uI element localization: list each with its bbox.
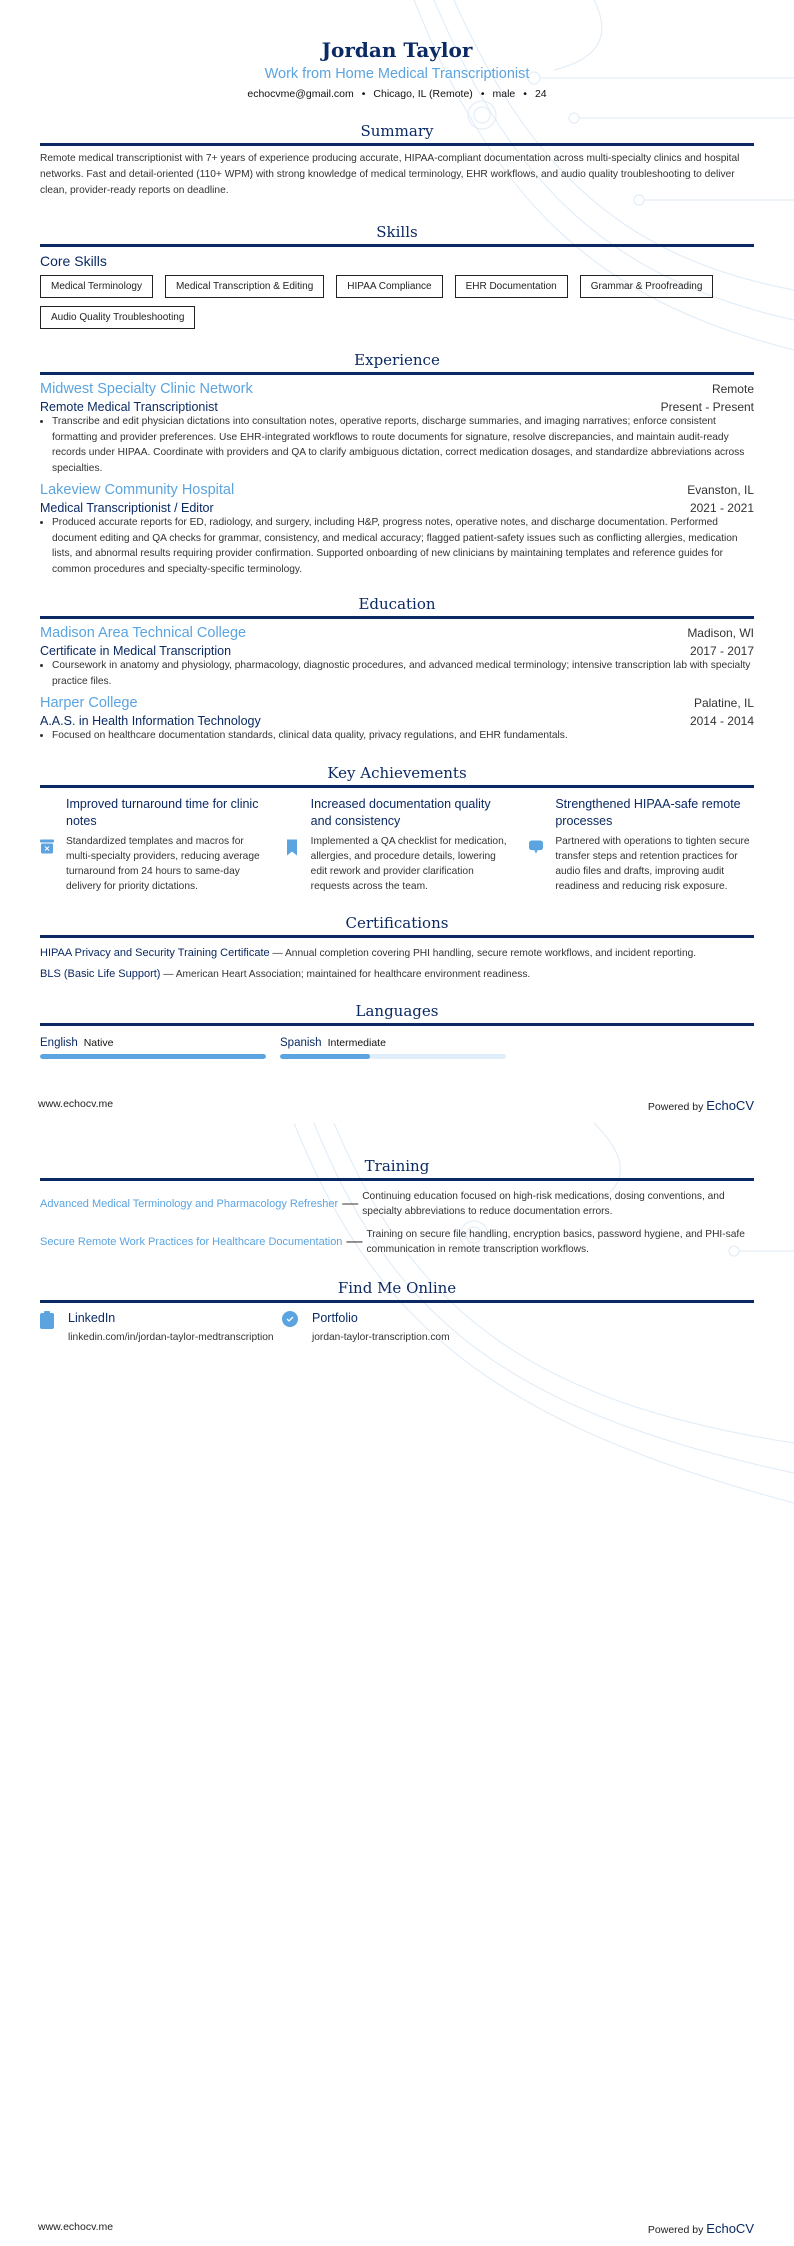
job-role: Remote Medical Transcriptionist (40, 400, 218, 414)
brand-logo: EchoCV (706, 1098, 754, 1113)
school-location: Madison, WI (687, 626, 754, 640)
languages-heading: Languages (40, 1002, 754, 1026)
achievements-list (40, 796, 754, 894)
email[interactable]: echocvme@gmail.com (247, 88, 354, 100)
brand-logo: EchoCV (706, 2221, 754, 2236)
education-bullet: • Coursework in anatomy and physiology, pharmacology, diagnostic procedures, and advanced medical terminology; intensive transcription lab with specialty practice files. (52, 658, 754, 689)
skills-heading: Skills (40, 223, 754, 247)
skill-tag: HIPAA Compliance (336, 275, 442, 298)
age: 24 (534, 88, 547, 100)
check-badge-icon (282, 1311, 298, 1327)
bookmark-icon (285, 801, 299, 894)
skill-tag: EHR Documentation (455, 275, 568, 298)
language-proficiency-fill (40, 1054, 266, 1059)
language-proficiency-fill (280, 1054, 370, 1059)
page-footer (38, 2221, 754, 2236)
job-location: Remote (711, 382, 754, 396)
job-role: Medical Transcriptionist / Editor (40, 501, 214, 515)
achievement-item (529, 796, 754, 894)
experience-heading: Experience (40, 351, 754, 375)
online-heading: Find Me Online (40, 1279, 754, 1303)
powered-by: Powered by EchoCV (647, 2221, 754, 2236)
achievement-desc: Standardized templates and macros for multi-specialty providers, reducing average turnaround from 24 hours to same-day delivery for priority dictations. (66, 835, 260, 892)
certification-item: BLS (Basic Life Support) — American Heart Association; maintained for healthcare environment readiness. (40, 967, 531, 980)
contact-info: echocvme@gmail.com • Chicago, IL (Remote) • male • 24 (247, 88, 547, 100)
achievement-desc: Partnered with operations to tighten secure transfer steps and retention practices for audio files and drafts, improving audit readiness and reducing risk exposure. (555, 835, 750, 892)
education-item (40, 695, 754, 744)
online-link[interactable]: jordan-taylor-transcription.com (312, 1332, 450, 1343)
achievement-desc: Implemented a QA checklist for medication, allergies, and procedure details, lowering edit rework and provider clarification requests across the team. (310, 835, 507, 892)
experience-item (40, 482, 754, 577)
online-list (40, 1311, 754, 1345)
clipboard-icon (40, 1311, 54, 1329)
gender: male (492, 88, 516, 100)
candidate-name: Jordan Taylor (321, 38, 473, 62)
certifications-heading: Certifications (40, 914, 754, 938)
education-dates: 2014 - 2014 (689, 714, 754, 728)
summary-text: Remote medical transcriptionist with 7+ years of experience producing accurate, HIPAA-compliant documentation across multi-specialty clinics and hospital networks. Fast and detail-oriented (110+ WPM) with strong knowledge of medical terminology, EHR workflows, and audio quality troubleshooting to deliver clean, provider-ready reports on deadline. (40, 153, 740, 196)
degree: Certificate in Medical Transcription (40, 644, 232, 658)
certification-name: BLS (Basic Life Support) (40, 967, 161, 980)
skill-tag: Medical Terminology (40, 275, 153, 298)
education-heading: Education (40, 595, 754, 619)
achievements-heading: Key Achievements (40, 764, 754, 788)
education-dates: 2017 - 2017 (689, 644, 754, 658)
achievement-item (40, 796, 265, 894)
school-location: Palatine, IL (693, 696, 754, 710)
school-name: Madison Area Technical College (40, 625, 247, 641)
location: Chicago, IL (Remote) (373, 88, 473, 100)
certification-desc: Annual completion covering PHI handling, secure remote workflows, and incident reporting. (284, 947, 697, 959)
achievement-item (285, 796, 510, 894)
online-label: Portfolio (312, 1311, 358, 1325)
page-footer (38, 1098, 754, 1113)
language-item (40, 1033, 266, 1059)
language-name: Spanish (280, 1036, 322, 1049)
archive-icon (40, 801, 54, 894)
job-bullet: • Produced accurate reports for ED, radiology, and surgery, including H&P, progress notes, operative notes, and discharge documentation. Performed document editing and QA checks for grammar, consistency, and medical accuracy; flagged patient-safety issues such as conflicting allergies, medication lists, and abnormal results requiring provider confirmation. Supported onboarding of new clinicians by maintaining templates and reference guides for common procedures and specialty-specific terminology. (52, 515, 754, 577)
education-item (40, 625, 754, 689)
company-name: Midwest Specialty Clinic Network (40, 381, 253, 397)
online-item-linkedin (40, 1311, 282, 1345)
skills-tags (40, 275, 754, 329)
online-link[interactable]: linkedin.com/in/jordan-taylor-medtranscription (68, 1332, 274, 1343)
experience-item (40, 381, 754, 476)
skill-tag: Grammar & Proofreading (580, 275, 714, 298)
language-proficiency-bar (280, 1054, 506, 1059)
achievement-title: Strengthened HIPAA-safe remote processes (555, 796, 741, 828)
job-dates: 2021 - 2021 (689, 501, 754, 515)
language-proficiency-bar (40, 1054, 266, 1059)
training-name: Secure Remote Work Practices for Healthcare Documentation (40, 1236, 343, 1248)
chat-bubble-icon (529, 801, 543, 894)
training-item: Advanced Medical Terminology and Pharmacology Refresher — Continuing education focused on high-risk medications, dosing conventions, and specialty abbreviations to reduce documentation errors. (40, 1189, 754, 1219)
job-title: Work from Home Medical Transcriptionist (264, 66, 530, 82)
online-item-portfolio (282, 1311, 524, 1345)
certification-desc: American Heart Association; maintained for healthcare environment readiness. (175, 968, 531, 980)
degree: A.A.S. in Health Information Technology (40, 714, 261, 728)
skill-tag: Medical Transcription & Editing (165, 275, 324, 298)
certification-name: HIPAA Privacy and Security Training Certificate (40, 946, 270, 959)
online-label: LinkedIn (68, 1311, 116, 1325)
education-bullet: • Focused on healthcare documentation standards, clinical data quality, privacy regulations, and EHR fundamentals. (52, 728, 754, 744)
footer-site-link[interactable]: www.echocv.me (38, 1098, 114, 1110)
job-dates: Present - Present (660, 400, 754, 414)
training-desc: Training on secure file handling, encryption basics, password hygiene, and PHI-safe communication in remote transcription workflows. (366, 1229, 745, 1255)
job-location: Evanston, IL (687, 483, 754, 497)
summary-heading: Summary (40, 122, 754, 146)
job-bullet: • Transcribe and edit physician dictations into consultation notes, operative reports, discharge summaries, and imaging narratives; enforce consistent formatting and provider preferences. Use EHR-integrated workflows to route documents for signature, resolve discrepancies, and maintain audit-ready records under HIPAA. Coordinate with providers and QA to clarify ambiguous dictation, correct medication dosages, and standardize abbreviations across specialties. (52, 414, 754, 476)
company-name: Lakeview Community Hospital (40, 482, 235, 498)
achievement-title: Increased documentation quality and consistency (310, 796, 491, 828)
training-desc: Continuing education focused on high-risk medications, dosing conventions, and specialty abbreviations to reduce documentation errors. (362, 1191, 725, 1217)
language-level: Native (83, 1036, 114, 1049)
training-heading: Training (40, 1157, 754, 1181)
skill-tag: Audio Quality Troubleshooting (40, 306, 195, 329)
languages-list (40, 1033, 754, 1059)
footer-site-link[interactable]: www.echocv.me (38, 2221, 114, 2233)
school-name: Harper College (40, 695, 138, 711)
training-name: Advanced Medical Terminology and Pharmacology Refresher (40, 1198, 339, 1210)
language-name: English (40, 1036, 78, 1049)
achievement-title: Improved turnaround time for clinic notes (66, 796, 259, 828)
certification-item: HIPAA Privacy and Security Training Certificate — Annual completion covering PHI handling, secure remote workflows, and incident reporting. (40, 946, 697, 959)
language-item (280, 1033, 506, 1059)
powered-by: Powered by EchoCV (647, 1098, 754, 1113)
resume-page-2 (0, 1123, 794, 2246)
language-level: Intermediate (327, 1036, 386, 1049)
skills-group-title: Core Skills (40, 253, 107, 269)
training-item: Secure Remote Work Practices for Healthcare Documentation — Training on secure file handling, encryption basics, password hygiene, and PHI-safe communication in remote transcription workflows. (40, 1227, 754, 1257)
